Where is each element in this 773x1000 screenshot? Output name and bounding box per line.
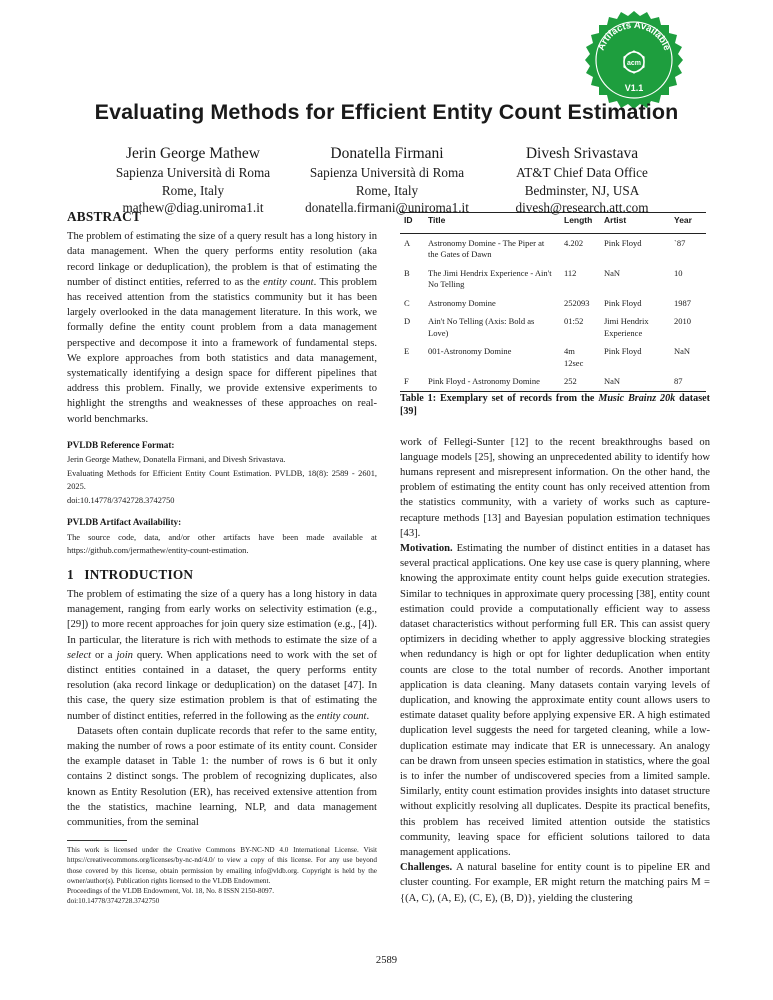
table-cell: Astronomy Domine - The Piper at the Gates of Dawn [428,237,545,259]
table-cell: C [404,297,410,308]
author-location: Bedminster, NJ, USA [524,182,640,198]
author-affiliation: Sapienza Università di Roma [309,165,465,180]
table-row [400,233,706,264]
reference-format-label: PVLDB Reference Format: [67,439,175,450]
abstract-heading: ABSTRACT [67,209,142,224]
table-cell: Pink Floyd [604,346,642,356]
table-cell: B [404,267,410,278]
intro-paragraph: The problem of estimating the size of a query has a long history in data management, ranging from early works on selectivity estimation (e.g., [29]) to more recent approaches for join query size estimation (e.g., [4]). In particular, the literature is rich with methods to estimate the size of a select or a join query. When applications need to work with the set of distinct entities contained in a dataset, the query performs entity resolution (aka record linkage or deduplication) on the dataset [47]. In this case, the query size estimation problem is that of estimating the number of distinct entities, referred in the following as the entity count. [67,589,377,722]
svg-text:Artifacts Available: Artifacts Available [595,19,673,53]
svg-text:V1.1: V1.1 [624,83,644,93]
svg-text:acm: acm [626,60,642,67]
author-name: Donatella Firmani [330,145,444,162]
table-cell: 252 [560,372,600,391]
table-cell: 112 [564,267,577,278]
introduction-heading: 1 INTRODUCTION [67,566,194,582]
table-cell: Ain't No Telling (Axis: Bold as Love) [428,316,535,338]
author-location: Rome, Italy [161,182,225,198]
author-name: Divesh Srivastava [525,145,639,162]
table-cell: The Jimi Hendrix Experience - Ain't No Telling [428,267,552,289]
table-cell: 10 [674,267,683,278]
footnote-proceedings: Proceedings of the VLDB Endowment, Vol. 18, No. 8 ISSN 2150-8097. [67,887,275,896]
table-header-cell: Artist [600,213,670,234]
acm-artifacts-available-badge-icon [584,10,684,110]
footnote-divider [67,840,127,841]
table-caption: Table 1: Exemplary set of records from the Music Brainz 20k dataset [39] [400,392,710,417]
author-block [467,143,697,217]
author-email[interactable]: divesh@research.att.com [515,200,649,215]
table-cell: Jimi Hendrix Experience [604,316,649,338]
table-header-cell: Title [424,213,560,234]
table-cell: 2010 [674,316,691,326]
table-cell: D [404,316,411,326]
table-row [400,312,706,342]
footnote-license: This work is licensed under the Creative Commons BY-NC-ND 4.0 International License. Visit https://creativecommons.org/licenses/by-nc-nd/4.0/ to view a copy of this license. For any use beyond those covered by this license, obtain permission by emailing info@vldb.org. Copyright is held by the owner/author(s). Publication rights licensed to the VLDB Endowment. [67,846,377,885]
author-name: Jerin George Mathew [125,145,260,162]
footnote-doi: doi:10.14778/3742728.3742750 [67,897,160,906]
table-cell: A [404,237,411,248]
motivation-paragraph: Motivation. Estimating the number of distinct entities in a dataset has several practical applications. One key use case is query planning, where knowing the approximate entity count helps guide execution strategies. Similar to techniques in approximate query processing [38], entity count estimation could provide a computationally efficient way to assess dataset characteristics without performing full ER. This can assist query optimizers in deciding whether to apply aggressive blocking strategies when redundancy is high or opt for lighter deduplication when entity counts are close to the total number of records. Another important application is data cleaning. Many datasets contain varying levels of duplication, and knowing the approximate entity count allows users to estimate dataset quality before applying expensive ER. A high estimated duplication level suggests the need for targeted cleaning, while a low-duplication estimate may indicate that ER is unnecessary. An analogy can be drawn from unseen species estimation in statistics, where the goal is to infer the number of undiscovered species from a limited sample. Similarly, entity count estimation provides insights into dataset structure without explicitly resolving all duplicates. Despite its practical benefits, this problem has received limited attention outside the statistics community, leaving space for efficient solutions tailored to data management applications. [400,542,710,858]
artifact-availability-label: PVLDB Artifact Availability: [67,517,182,528]
table-cell: 1987 [674,297,691,308]
paper-title: Evaluating Methods for Efficient Entity Count Estimation [94,100,679,124]
table-cell: 01:52 [564,316,584,326]
table-cell: 87 [670,372,706,391]
table-header-cell: ID [400,213,424,234]
page-number: 2589 [375,955,398,966]
table-cell: Pink Floyd - Astronomy Domine [424,372,560,391]
table-cell: Astronomy Domine [428,297,496,308]
abstract-text: The problem of estimating the size of a query result has a long history in data management. When the query performs entity resolution (aka record linkage or deduplication), the problem is that of estimating the number of distinct entities, referred to as the entity count. This problem has received attention from the statistics community but it has been largely overlooked in the data management literature. In this work, we formally define the entity count problem from a data management perspective and decompose it into a framework of fundamental steps. We explore approaches from both statistics and data management, systematically identifying a design space for different pipelines that address this problem. Finally, we provide extensive experiments to highlight the strengths and weaknesses of these approaches on real-world benchmarks. [67,231,377,425]
left-column [67,209,377,906]
reference-line: Jerin George Mathew, Donatella Firmani, and Divesh Srivastava. [67,455,286,465]
table-cell: 252093 [564,297,590,308]
right-column [400,212,710,906]
table-cell: `87 [674,237,686,248]
table-cell: NaN [674,346,691,356]
table-cell: NaN [600,372,670,391]
table-cell: Pink Floyd [604,237,642,248]
table-cell: F [400,372,424,391]
artifact-availability-text: The source code, data, and/or other artifacts have been made available at https://github.com/jermathew/entity-count-estimation. [67,532,377,556]
table-header-row [400,213,706,234]
author-affiliation: Sapienza Università di Roma [115,165,271,180]
table-row [400,294,706,313]
author-email[interactable]: mathew@diag.uniroma1.it [122,200,264,215]
body-paragraph: work of Fellegi-Sunter [12] to the recent breakthroughs based on language models [25], showing an unprecedented ability to identify how humans represent and misrepresent information. On the other hand, the problem of estimating the entity count has only received attention from the statistics community, with a variety of works such as capture-recapture methods [13] and Bayesian population estimation techniques [43]. [400,436,710,539]
challenges-paragraph: Challenges. A natural baseline for entity count is to pipeline ER and cluster counting. For example, ER might return the matching pairs M = {(A, C), (A, E), (C, E), (B, D)}, yielding the clustering [400,862,710,904]
table-row [400,342,706,372]
author-email[interactable]: donatella.firmani@uniroma1.it [305,200,469,215]
reference-doi[interactable]: doi:10.14778/3742728.3742750 [67,495,175,505]
table-header-cell: Year [670,213,706,234]
author-affiliation: AT&T Chief Data Office [516,165,648,180]
table-row [400,372,706,391]
table-cell: E [404,346,410,356]
reference-line: Evaluating Methods for Efficient Entity Count Estimation. PVLDB, 18(8): 2589 - 2601, 2025. [67,468,377,492]
records-table [400,212,706,392]
table-cell: Pink Floyd [604,297,642,308]
author-location: Rome, Italy [355,182,419,198]
table-header-cell: Length [560,213,600,234]
intro-paragraph: Datasets often contain duplicate records that refer to the same entity, making the number of rows a poor estimate of its entity count. Consider the example dataset in Table 1: the number of rows is 6 but it only contains 2 distinct songs. The problem of recognizing duplicates, also known as Entity Resolution (ER), has received extensive attention from the the statistics, machine learning, NLP, and data management communities, from the seminal [67,725,377,829]
table-row [400,264,706,294]
table-cell: 001-Astronomy Domine [428,346,512,356]
table-cell: NaN [604,267,621,278]
table-cell: 4.202 [564,237,584,248]
table-cell: 4m 12sec [564,346,584,368]
